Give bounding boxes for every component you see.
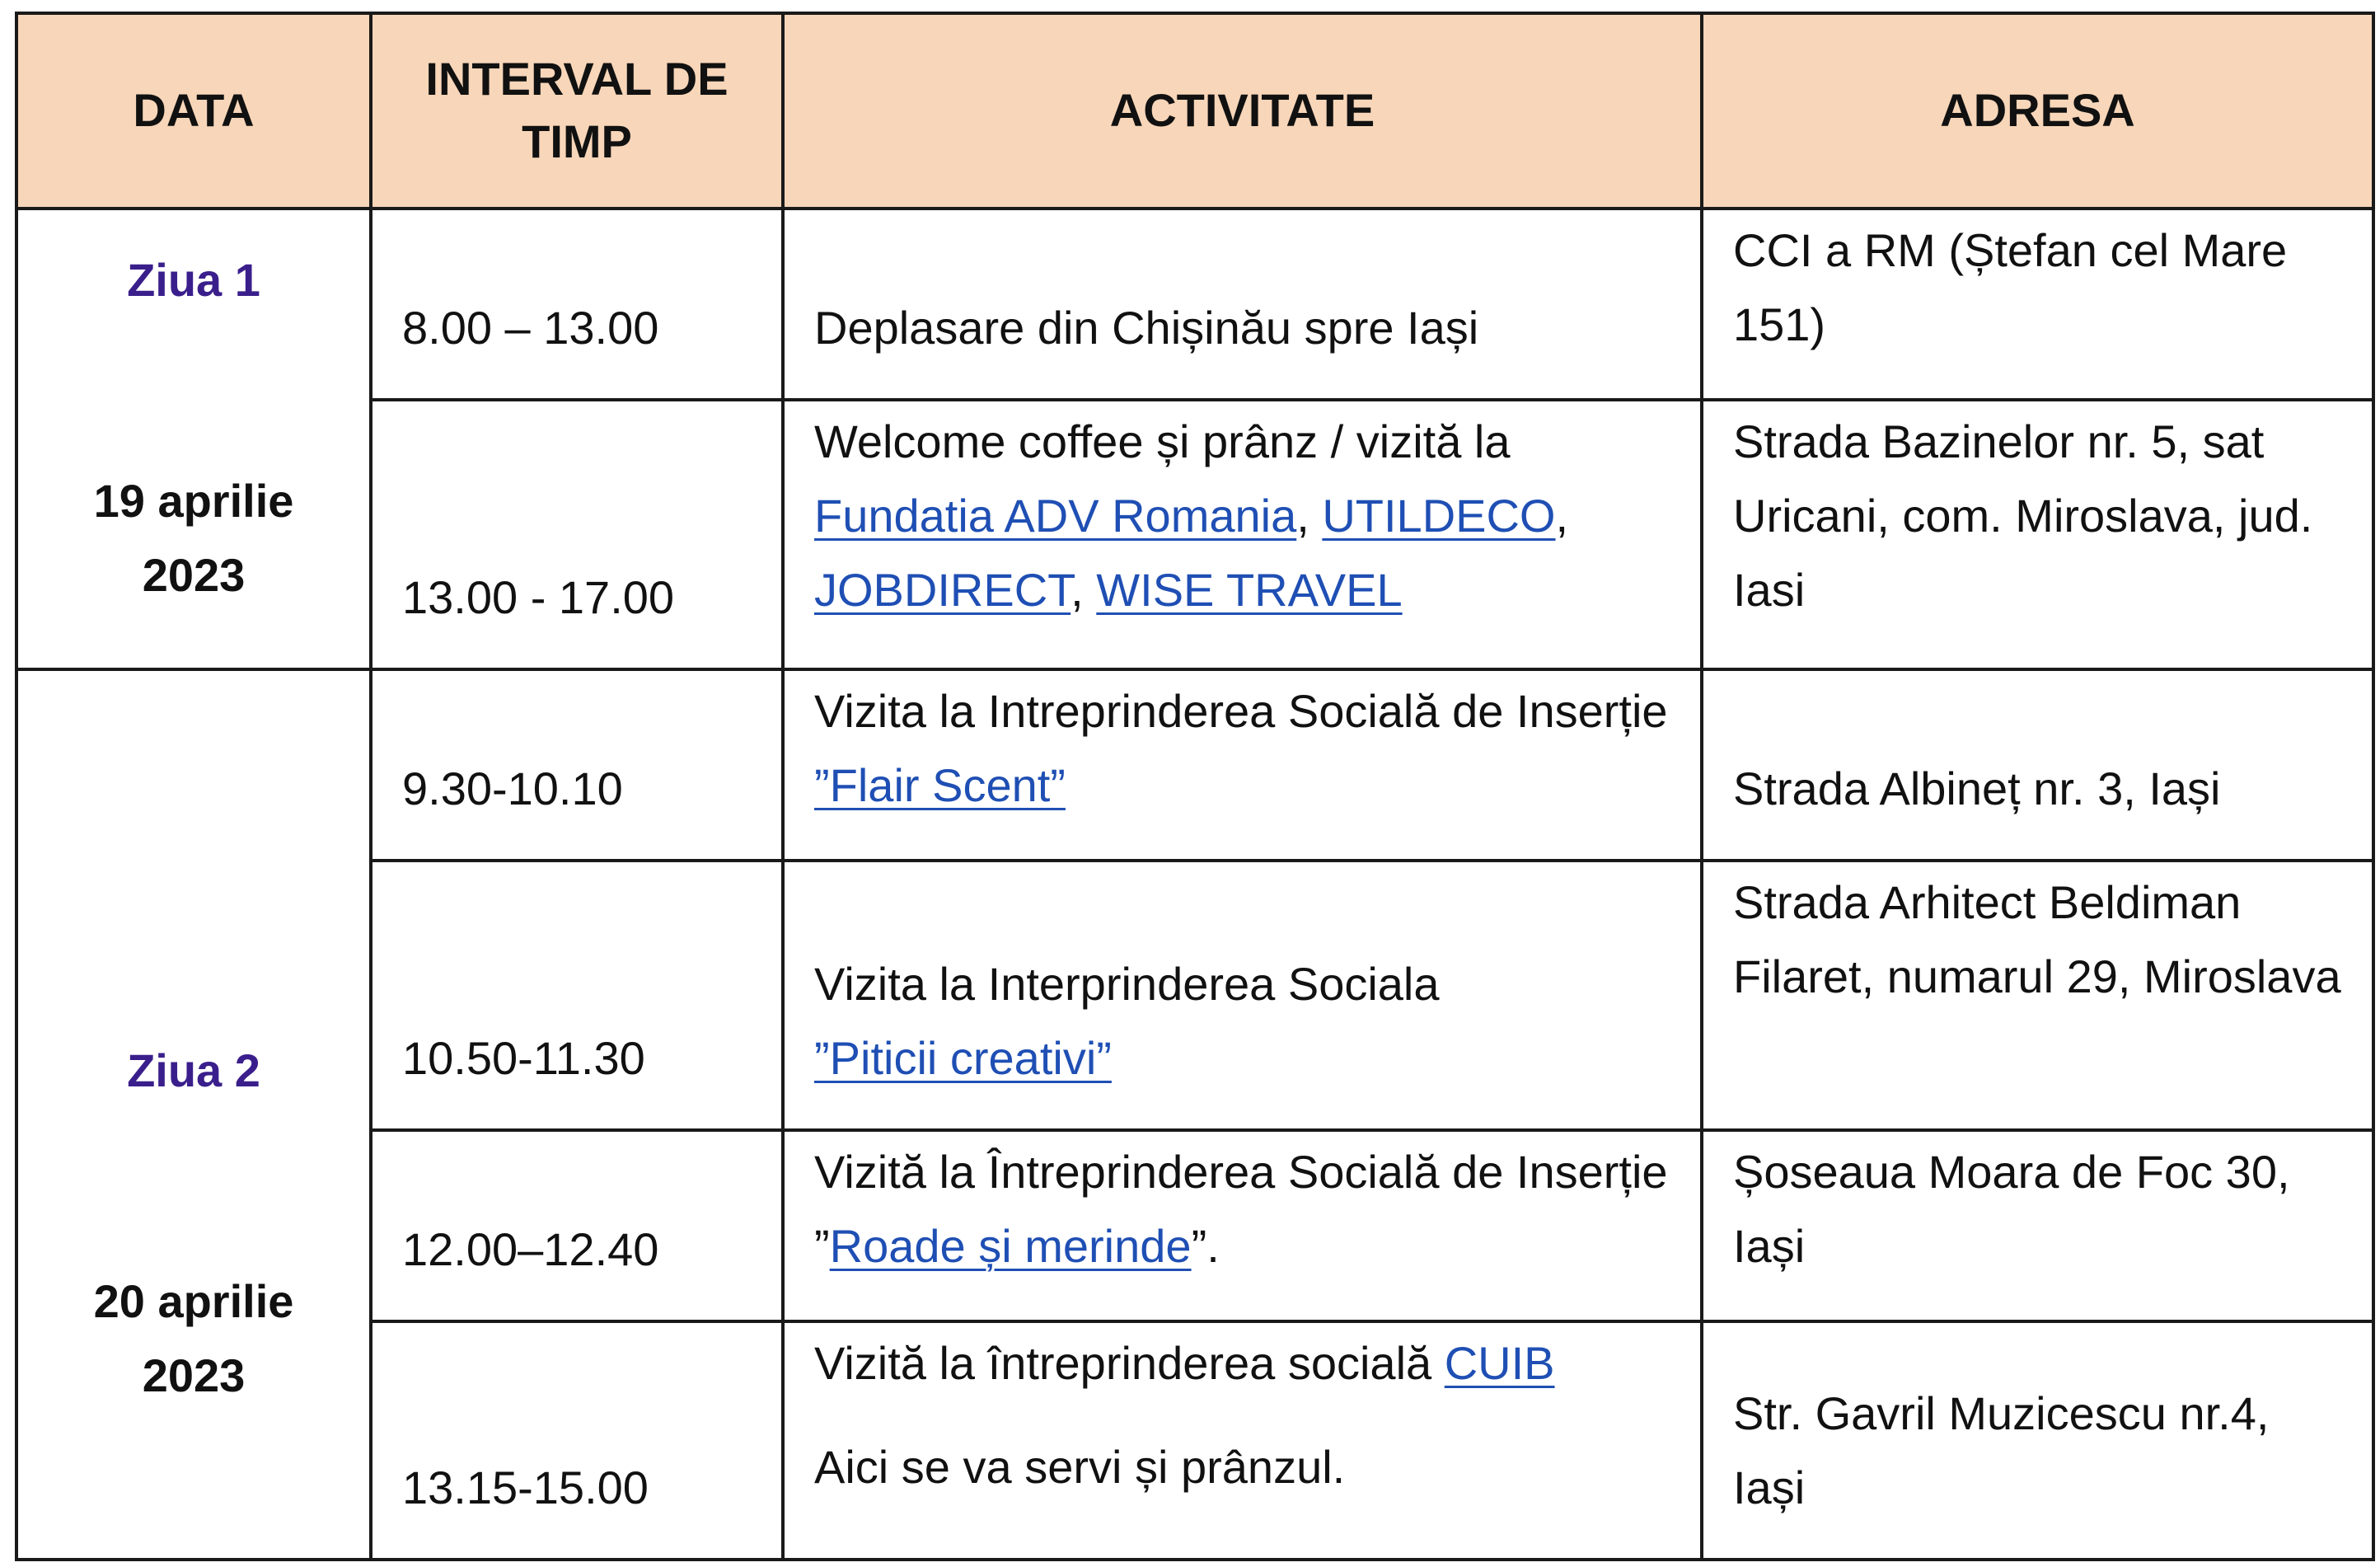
day1-label: Ziua 1	[127, 253, 260, 306]
header-interval: INTERVAL DE TIMP	[371, 13, 783, 209]
activity-cell: Deplasare din Chișinău spre Iași	[783, 209, 1702, 400]
address-cell: Strada Albineț nr. 3, Iași	[1702, 669, 2373, 861]
address-cell: Șoseaua Moara de Foc 30, Iași	[1702, 1130, 2373, 1321]
activity-cell: Welcome coffee și prânz / vizită la Fundatia ADV Romania, UTILDECO, JOBDIRECT, WISE TRAVEL	[783, 400, 1702, 669]
address-cell: Str. Gavril Muzicescu nr.4, Iași	[1702, 1321, 2373, 1560]
activity-text: Vizită la întreprinderea socială	[814, 1337, 1432, 1390]
day2-date: 20 aprilie 2023	[93, 1274, 294, 1401]
link-fundatia-adv[interactable]: Fundatia ADV Romania	[814, 489, 1297, 542]
time-cell: 10.50-11.30	[371, 861, 783, 1130]
time-cell: 13.15-15.00	[371, 1321, 783, 1560]
activity-text: Vizită la Întreprinderea Socială de Inserție ”	[814, 1145, 1668, 1272]
activity-cell	[783, 1130, 1702, 1321]
activity-text: Welcome coffee și prânz / vizită la	[814, 415, 1511, 467]
activity-text: Vizita la Interprinderea Sociala	[814, 957, 1440, 1010]
link-utildeco[interactable]: UTILDECO	[1322, 489, 1556, 542]
activity-cell	[783, 861, 1702, 1130]
link-cuib[interactable]: CUIB	[1444, 1337, 1555, 1390]
header-activitate: ACTIVITATE	[783, 13, 1702, 209]
time-cell: 13.00 - 17.00	[371, 400, 783, 669]
activity-cell	[783, 1321, 1702, 1560]
link-wise-travel[interactable]: WISE TRAVEL	[1096, 563, 1403, 616]
header-data: DATA	[16, 13, 371, 209]
address-cell: Strada Arhitect Beldiman Filaret, numarul 29, Miroslava	[1702, 861, 2373, 1130]
day1-date-cell	[16, 209, 371, 669]
schedule-document	[15, 12, 2372, 1561]
table-row	[16, 209, 2373, 400]
day2-date-cell	[16, 669, 371, 1560]
day2-label: Ziua 2	[127, 1044, 260, 1096]
activity-text: Vizita la Intreprinderea Socială de Inserție	[814, 684, 1668, 737]
link-jobdirect[interactable]: JOBDIRECT	[814, 563, 1071, 616]
table-row	[16, 669, 2373, 861]
address-cell: Strada Bazinelor nr. 5, sat Uricani, com. Miroslava, jud. Iasi	[1702, 400, 2373, 669]
activity-cell	[783, 669, 1702, 861]
schedule-table	[15, 12, 2375, 1561]
time-cell: 8.00 – 13.00	[371, 209, 783, 400]
activity-note: Aici se va servi și prânzul.	[814, 1441, 1346, 1494]
link-flair-scent[interactable]: ”Flair Scent”	[814, 758, 1066, 811]
link-roade-si-merinde[interactable]: Roade și merinde	[829, 1219, 1192, 1272]
time-cell: 9.30-10.10	[371, 669, 783, 861]
activity-suffix: ”.	[1191, 1219, 1220, 1272]
time-cell: 12.00–12.40	[371, 1130, 783, 1321]
table-header-row	[16, 13, 2373, 209]
address-cell: CCI a RM (Ștefan cel Mare 151)	[1702, 209, 2373, 400]
header-adresa: ADRESA	[1702, 13, 2373, 209]
link-piticii-creativi[interactable]: ”Piticii creativi”	[814, 1031, 1112, 1084]
day1-date: 19 aprilie 2023	[93, 474, 294, 601]
